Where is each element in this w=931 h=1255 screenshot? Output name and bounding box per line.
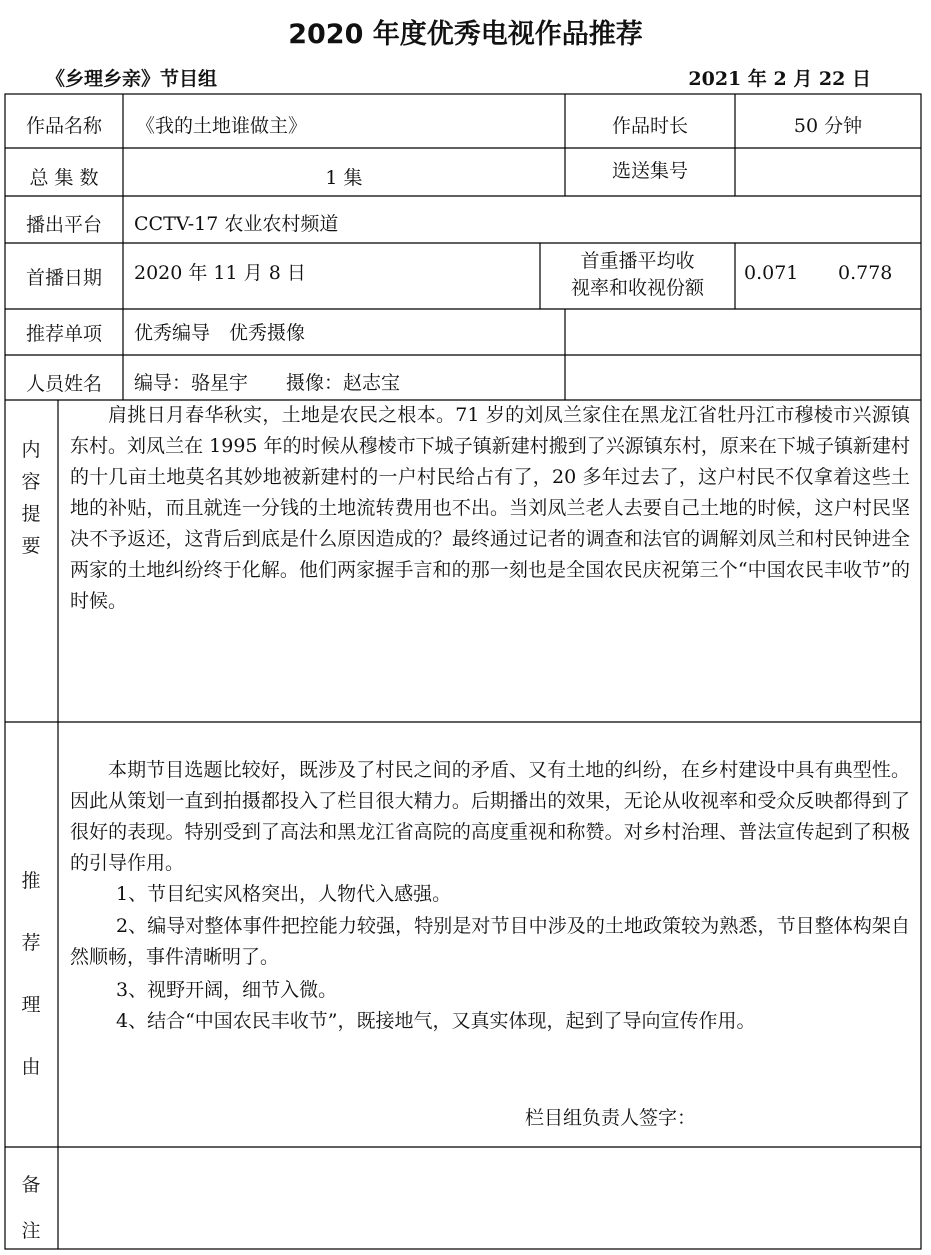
premiere-label: 首播日期 [25,267,102,289]
rating-value: 0.071 [744,262,799,284]
episodes-label: 总 集 数 [29,167,99,189]
reason-intro: 本期节目选题比较好，既涉及了村民之间的矛盾、又有土地的纠纷，在乡村建设中具有典型性。因此从策划一直到拍摄都投入了栏目很大精力。后期播出的效果，无论从收视率和受众反映都得到了很好的表现。特别受到了高法和黑龙江省高院的高度重视和称赞。对乡村治理、普法宣传起到了积极的引导作用。 [70,759,910,874]
reason-point-1: 1、节目纪实风格突出，人物代入感强。 [116,883,452,905]
episodes-value: 1 集 [325,167,363,189]
category-label: 推荐单项 [25,323,102,345]
reason-label: 推 荐 理 由 [21,870,41,1078]
reason-point-4: 4、结合“中国农民丰收节”，既接地气，又真实体现，起到了导向宣传作用。 [116,1010,756,1032]
platform-label: 播出平台 [25,214,102,236]
staff-value: 编导：骆星宇 摄像：赵志宝 [134,372,401,394]
summary-text: 肩挑日月春华秋实，土地是农民之根本。71 岁的刘凤兰家住在黑龙江省牡丹江市穆棱市兴源镇东村。刘凤兰在 1995 年的时候从穆棱市下城子镇新建村搬到了兴源镇东村，原来在下城子镇新建村的十几亩土地莫名其妙地被新建村的一户村民给占有了，20 多年过去了，这户村民不仅拿着这些土地的补贴，而且就连一分钱的土地流转费用也不出。当刘凤兰老人去要自己土地的时候，这户村民坚决不予返还，这背后到底是什么原因造成的？最终通过记者的调查和法官的调解刘凤兰和村民钟进全两家的土地纠纷终于化解。他们两家握手言和的那一刻也是全国农民庆祝第三个“中国农民丰收节”的时候。 [70,404,910,612]
work-name-label: 作品名称 [25,115,102,137]
duration-label: 作品时长 [611,115,688,137]
staff-label: 人员姓名 [25,373,102,395]
premiere-value: 2020 年 11 月 8 日 [134,262,306,284]
category-value: 优秀编导 优秀摄像 [134,322,306,344]
selected-episode-label: 选送集号 [611,160,688,182]
reason-point-3: 3、视野开阔，细节入微。 [116,979,338,1001]
platform-value: CCTV-17 农业农村频道 [134,213,339,235]
signature-label: 栏目组负责人签字： [525,1107,697,1129]
reason-point-2: 2、编导对整体事件把控能力较强，特别是对节目中涉及的土地政策较为熟悉，节目整体构架自然顺畅，事件清晰明了。 [70,915,910,968]
document-title: 2020 年度优秀电视作品推荐 [288,19,643,50]
remarks-label: 备 注 [21,1174,41,1242]
summary-label: 内 容 提 要 [21,439,41,557]
program-group: 《乡理乡亲》节目组 [46,68,218,90]
ratings-label-line1: 首重播平均收 [580,250,695,272]
work-name-value: 《我的土地谁做主》 [136,115,308,137]
document-date: 2021 年 2 月 22 日 [688,68,871,90]
share-value: 0.778 [838,262,893,284]
ratings-label-line2: 视率和收视份额 [570,277,704,299]
duration-value: 50 分钟 [793,115,863,137]
